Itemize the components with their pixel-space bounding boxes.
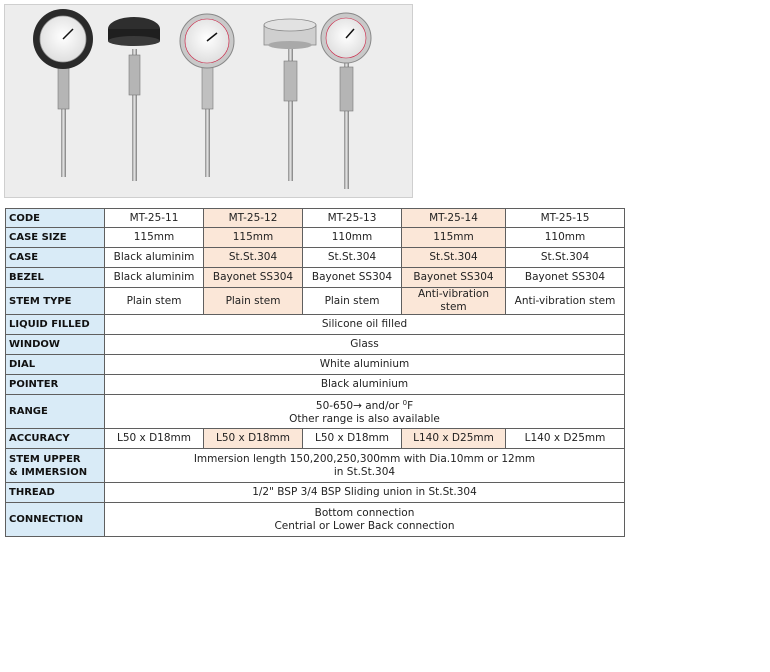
- table-row: [6, 429, 625, 449]
- row-label: RANGE: [6, 395, 105, 429]
- table-cell: Plain stem: [105, 288, 204, 315]
- connection-line1: Bottom connection: [314, 506, 415, 519]
- table-cell: Bayonet SS304: [303, 268, 402, 288]
- row-label-line2: & IMMERSION: [9, 466, 88, 478]
- table-cell: MT-25-11: [105, 209, 204, 228]
- table-row: [6, 335, 625, 355]
- range-line2: Other range is also available: [289, 413, 440, 425]
- row-label: POINTER: [6, 375, 105, 395]
- immersion-line2: in St.St.304: [333, 465, 396, 478]
- table-row: [6, 503, 625, 537]
- table-row: [6, 288, 625, 315]
- row-label: LIQUID FILLED: [6, 315, 105, 335]
- table-cell: St.St.304: [506, 248, 625, 268]
- table-cell: L50 x D18mm: [105, 429, 204, 449]
- table-row: [6, 248, 625, 268]
- row-label: STEM TYPE: [6, 288, 105, 315]
- product-photo: [4, 4, 413, 198]
- table-cell: 115mm: [204, 228, 303, 248]
- row-label: THREAD: [6, 483, 105, 503]
- table-cell: L140 x D25mm: [506, 429, 625, 449]
- row-label: ACCURACY: [6, 429, 105, 449]
- gauge-mt-25-14: [264, 19, 316, 181]
- range-line1-suffix: F: [407, 400, 414, 412]
- table-cell: Bayonet SS304: [402, 268, 506, 288]
- table-cell: St.St.304: [303, 248, 402, 268]
- row-label-line1: STEM UPPER: [9, 453, 81, 465]
- gauge-mt-25-13: [180, 14, 234, 177]
- immersion-line1: Immersion length 150,200,250,300mm with Dia.10mm or 12mm: [193, 452, 536, 465]
- table-cell: St.St.304: [204, 248, 303, 268]
- row-label: CASE: [6, 248, 105, 268]
- table-row: [6, 449, 625, 483]
- table-cell: [105, 395, 625, 429]
- spec-table: [5, 208, 625, 537]
- table-cell: L50 x D18mm: [303, 429, 402, 449]
- table-row: [6, 375, 625, 395]
- table-row: [6, 395, 625, 429]
- table-row: [6, 315, 625, 335]
- table-cell: Silicone oil filled: [105, 315, 625, 335]
- table-cell: Plain stem: [303, 288, 402, 315]
- table-cell: Plain stem: [204, 288, 303, 315]
- table-cell: [105, 449, 625, 483]
- table-cell: Anti-vibration stem: [506, 288, 625, 315]
- table-row: [6, 483, 625, 503]
- table-cell: Bayonet SS304: [506, 268, 625, 288]
- table-row: [6, 268, 625, 288]
- table-cell: [105, 503, 625, 537]
- gauge-mt-25-15: [321, 13, 371, 189]
- table-cell: MT-25-13: [303, 209, 402, 228]
- table-cell: Black aluminim: [105, 268, 204, 288]
- table-cell: L140 x D25mm: [402, 429, 506, 449]
- table-cell: White aluminium: [105, 355, 625, 375]
- table-cell: Glass: [105, 335, 625, 355]
- table-cell: Black aluminim: [105, 248, 204, 268]
- table-row: [6, 209, 625, 228]
- table-cell: 110mm: [303, 228, 402, 248]
- range-degree-sup: 0: [402, 399, 408, 407]
- row-label: CODE: [6, 209, 105, 228]
- row-label: CONNECTION: [6, 503, 105, 537]
- table-row: [6, 228, 625, 248]
- row-label: BEZEL: [6, 268, 105, 288]
- connection-line2: Centrial or Lower Back connection: [274, 519, 455, 532]
- table-cell: 110mm: [506, 228, 625, 248]
- table-cell: MT-25-14: [402, 209, 506, 228]
- table-cell: St.St.304: [402, 248, 506, 268]
- row-label: DIAL: [6, 355, 105, 375]
- table-cell: Anti-vibration stem: [402, 288, 506, 315]
- table-cell: MT-25-15: [506, 209, 625, 228]
- table-cell: MT-25-12: [204, 209, 303, 228]
- row-label: WINDOW: [6, 335, 105, 355]
- range-line1-prefix: 50-650→ and/or: [315, 400, 403, 412]
- table-cell: 115mm: [402, 228, 506, 248]
- table-row: [6, 355, 625, 375]
- table-cell: 115mm: [105, 228, 204, 248]
- table-cell: L50 x D18mm: [204, 429, 303, 449]
- table-cell: 1/2" BSP 3/4 BSP Sliding union in St.St.304: [105, 483, 625, 503]
- row-label: [6, 449, 105, 483]
- table-cell: Bayonet SS304: [204, 268, 303, 288]
- row-label: CASE SIZE: [6, 228, 105, 248]
- gauge-mt-25-11: [33, 9, 93, 177]
- table-cell: Black aluminium: [105, 375, 625, 395]
- gauge-mt-25-12: [108, 17, 160, 181]
